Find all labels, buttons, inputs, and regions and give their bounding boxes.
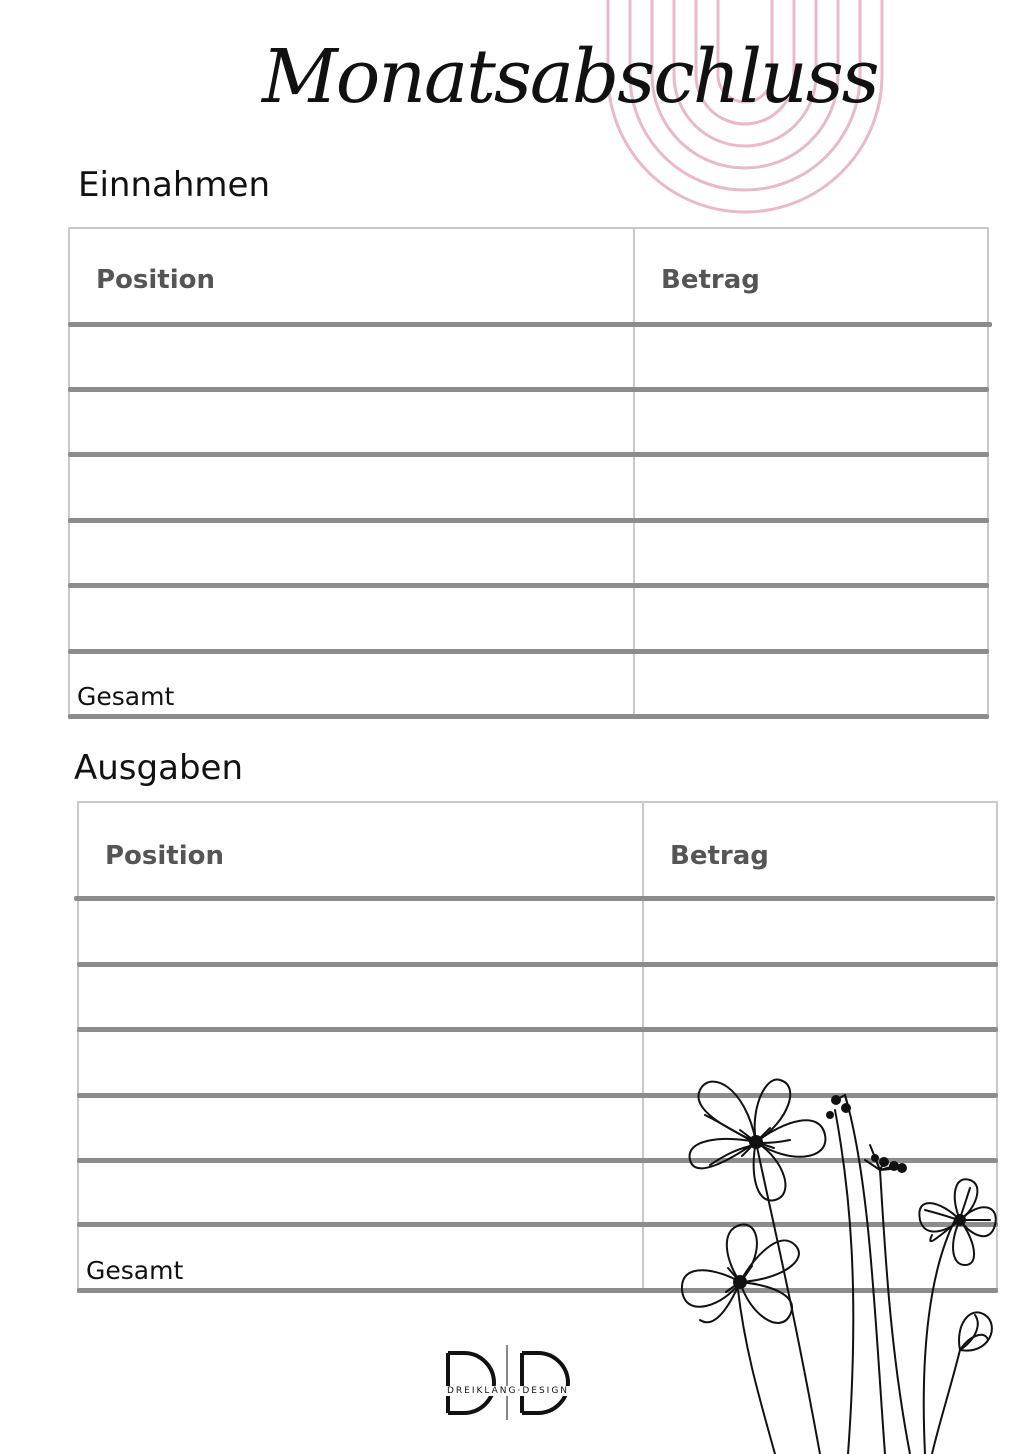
expenses-header-amount: Betrag — [670, 841, 769, 871]
flower-illustration — [670, 1070, 1024, 1454]
income-heading: Einnahmen — [78, 165, 270, 205]
expenses-header-position: Position — [105, 841, 225, 871]
expenses-row-rule — [74, 896, 995, 901]
income-row-rule — [68, 387, 989, 392]
income-row-rule — [68, 518, 989, 523]
expenses-column-divider — [642, 803, 644, 1291]
brand-name: DREIKLANG·DESIGN — [438, 1386, 578, 1396]
income-row-rule — [68, 322, 992, 327]
income-row-rule — [68, 583, 989, 588]
income-header-position: Position — [96, 265, 216, 295]
brand-logo — [438, 1345, 578, 1420]
income-total-label: Gesamt — [77, 682, 175, 711]
expenses-row-rule — [77, 1027, 998, 1032]
income-header-amount: Betrag — [661, 265, 760, 295]
income-column-divider — [633, 229, 635, 717]
income-row-rule — [68, 452, 989, 457]
page-title: Monatsabschluss — [262, 34, 878, 120]
income-row-rule — [68, 714, 989, 719]
expenses-heading: Ausgaben — [74, 748, 243, 788]
expenses-total-label: Gesamt — [86, 1256, 184, 1285]
income-row-rule — [68, 649, 989, 654]
expenses-row-rule — [77, 962, 998, 967]
income-table — [68, 227, 989, 719]
